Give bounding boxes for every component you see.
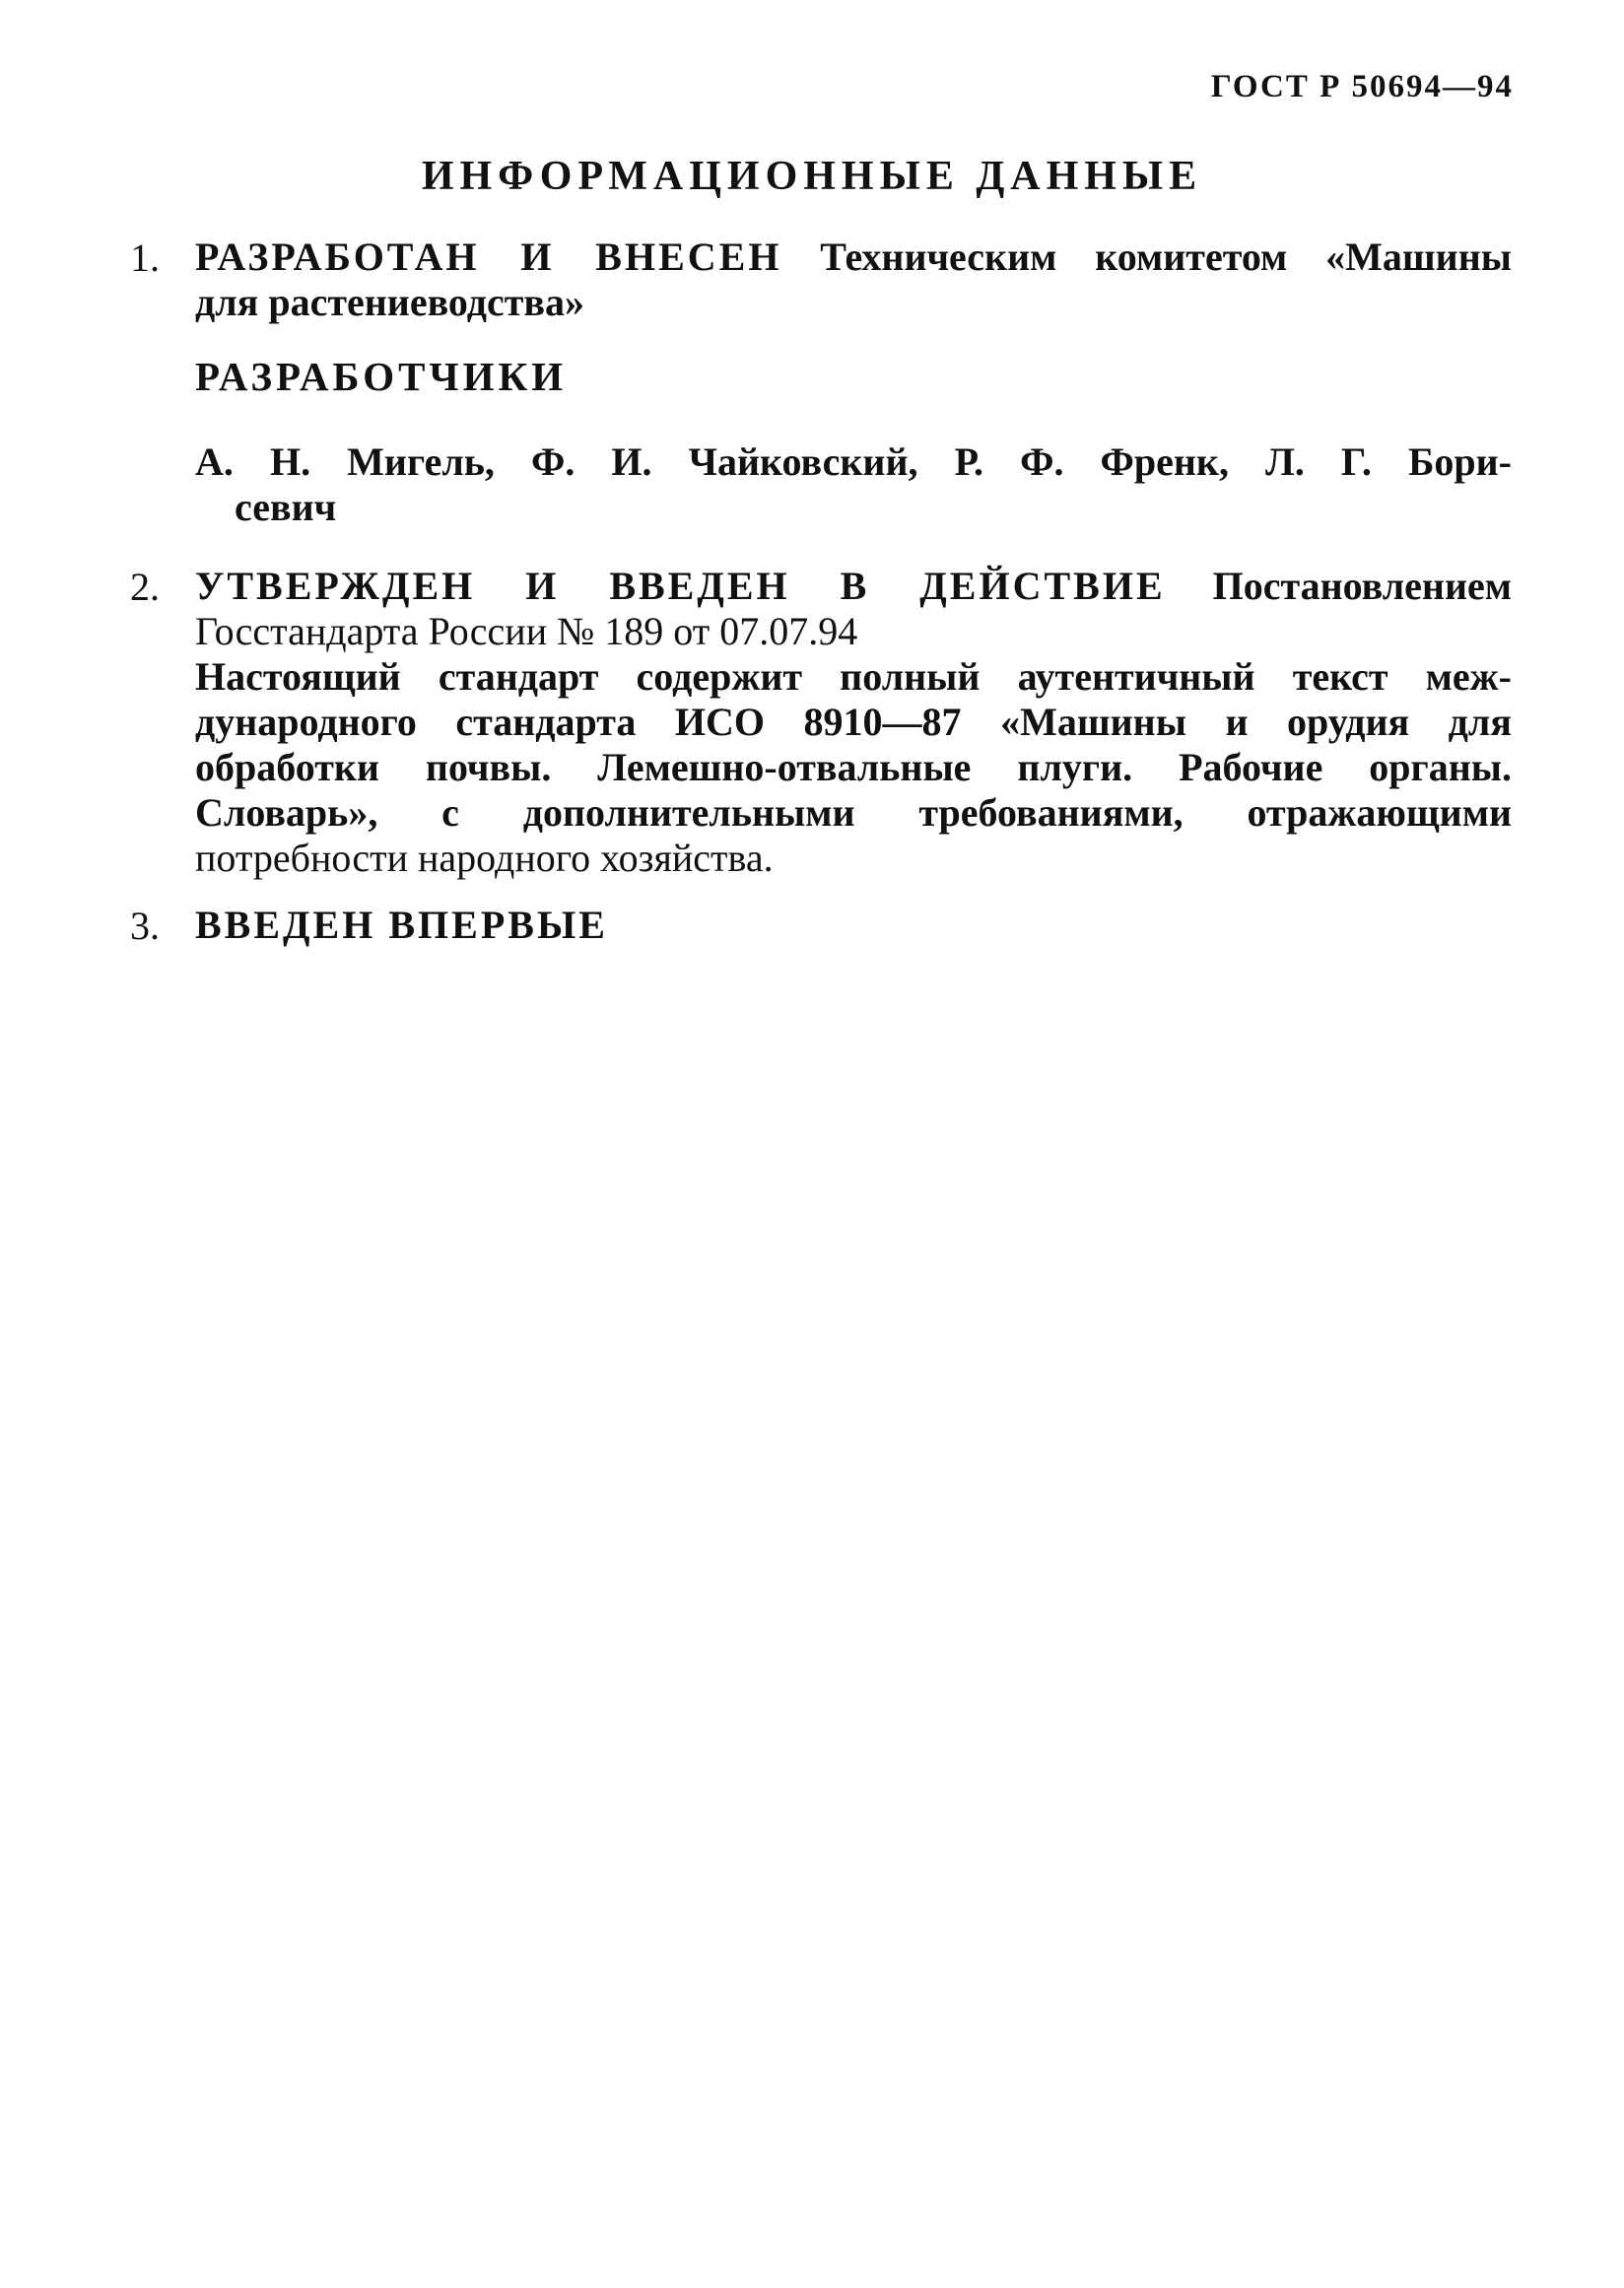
item-2-line-6: Словарь», с дополнительными требованиями, отражающими <box>195 790 1512 835</box>
item-2-line-5: обработки почвы. Лемешно-отвальные плуги. Рабочие органы. <box>195 745 1512 789</box>
item-3-heading: ВВЕДЕН ВПЕРВЫЕ <box>195 903 608 947</box>
page-title: ИНФОРМАЦИОННЫЕ ДАННЫЕ <box>421 154 1203 199</box>
developers-line-1: А. Н. Мигель, Ф. И. Чайковский, Р. Ф. Френк, Л. Г. Бори- <box>195 439 1512 484</box>
item-2-line-7: потребности народного хозяйства. <box>195 836 774 880</box>
item-1-number: 1. <box>130 236 160 280</box>
developers-heading: РАЗРАБОТЧИКИ <box>195 354 568 399</box>
item-2-line-4: дународного стандарта ИСО 8910—87 «Машины и орудия для <box>195 700 1512 744</box>
item-2-text: Постановлением <box>1212 564 1513 608</box>
item-1-heading: РАЗРАБОТАН И ВНЕСЕН <box>195 235 782 279</box>
item-2-heading: УТВЕРЖДЕН И ВВЕДЕН В ДЕЙСТВИЕ <box>195 564 1166 608</box>
item-3-body <box>195 903 1512 948</box>
document-code: ГОСТ Р 50694—94 <box>1210 69 1514 104</box>
item-2-number: 2. <box>130 565 160 609</box>
developers-line-2: севич <box>235 485 337 529</box>
item-2-line-1 <box>195 564 1512 609</box>
item-2-line-3: Настоящий стандарт содержит полный аутентичный текст меж- <box>195 654 1512 699</box>
item-1-line-2: для растениеводства» <box>195 280 584 324</box>
item-3-number: 3. <box>130 904 160 948</box>
item-2-line-2: Госстандарта России № 189 от 07.07.94 <box>195 609 858 653</box>
developers-list <box>195 439 1512 530</box>
item-2-body <box>195 564 1512 881</box>
item-1-body <box>195 235 1512 325</box>
item-1-line-1 <box>195 235 1512 280</box>
item-1-text: Техническим комитетом «Машины <box>820 235 1512 279</box>
